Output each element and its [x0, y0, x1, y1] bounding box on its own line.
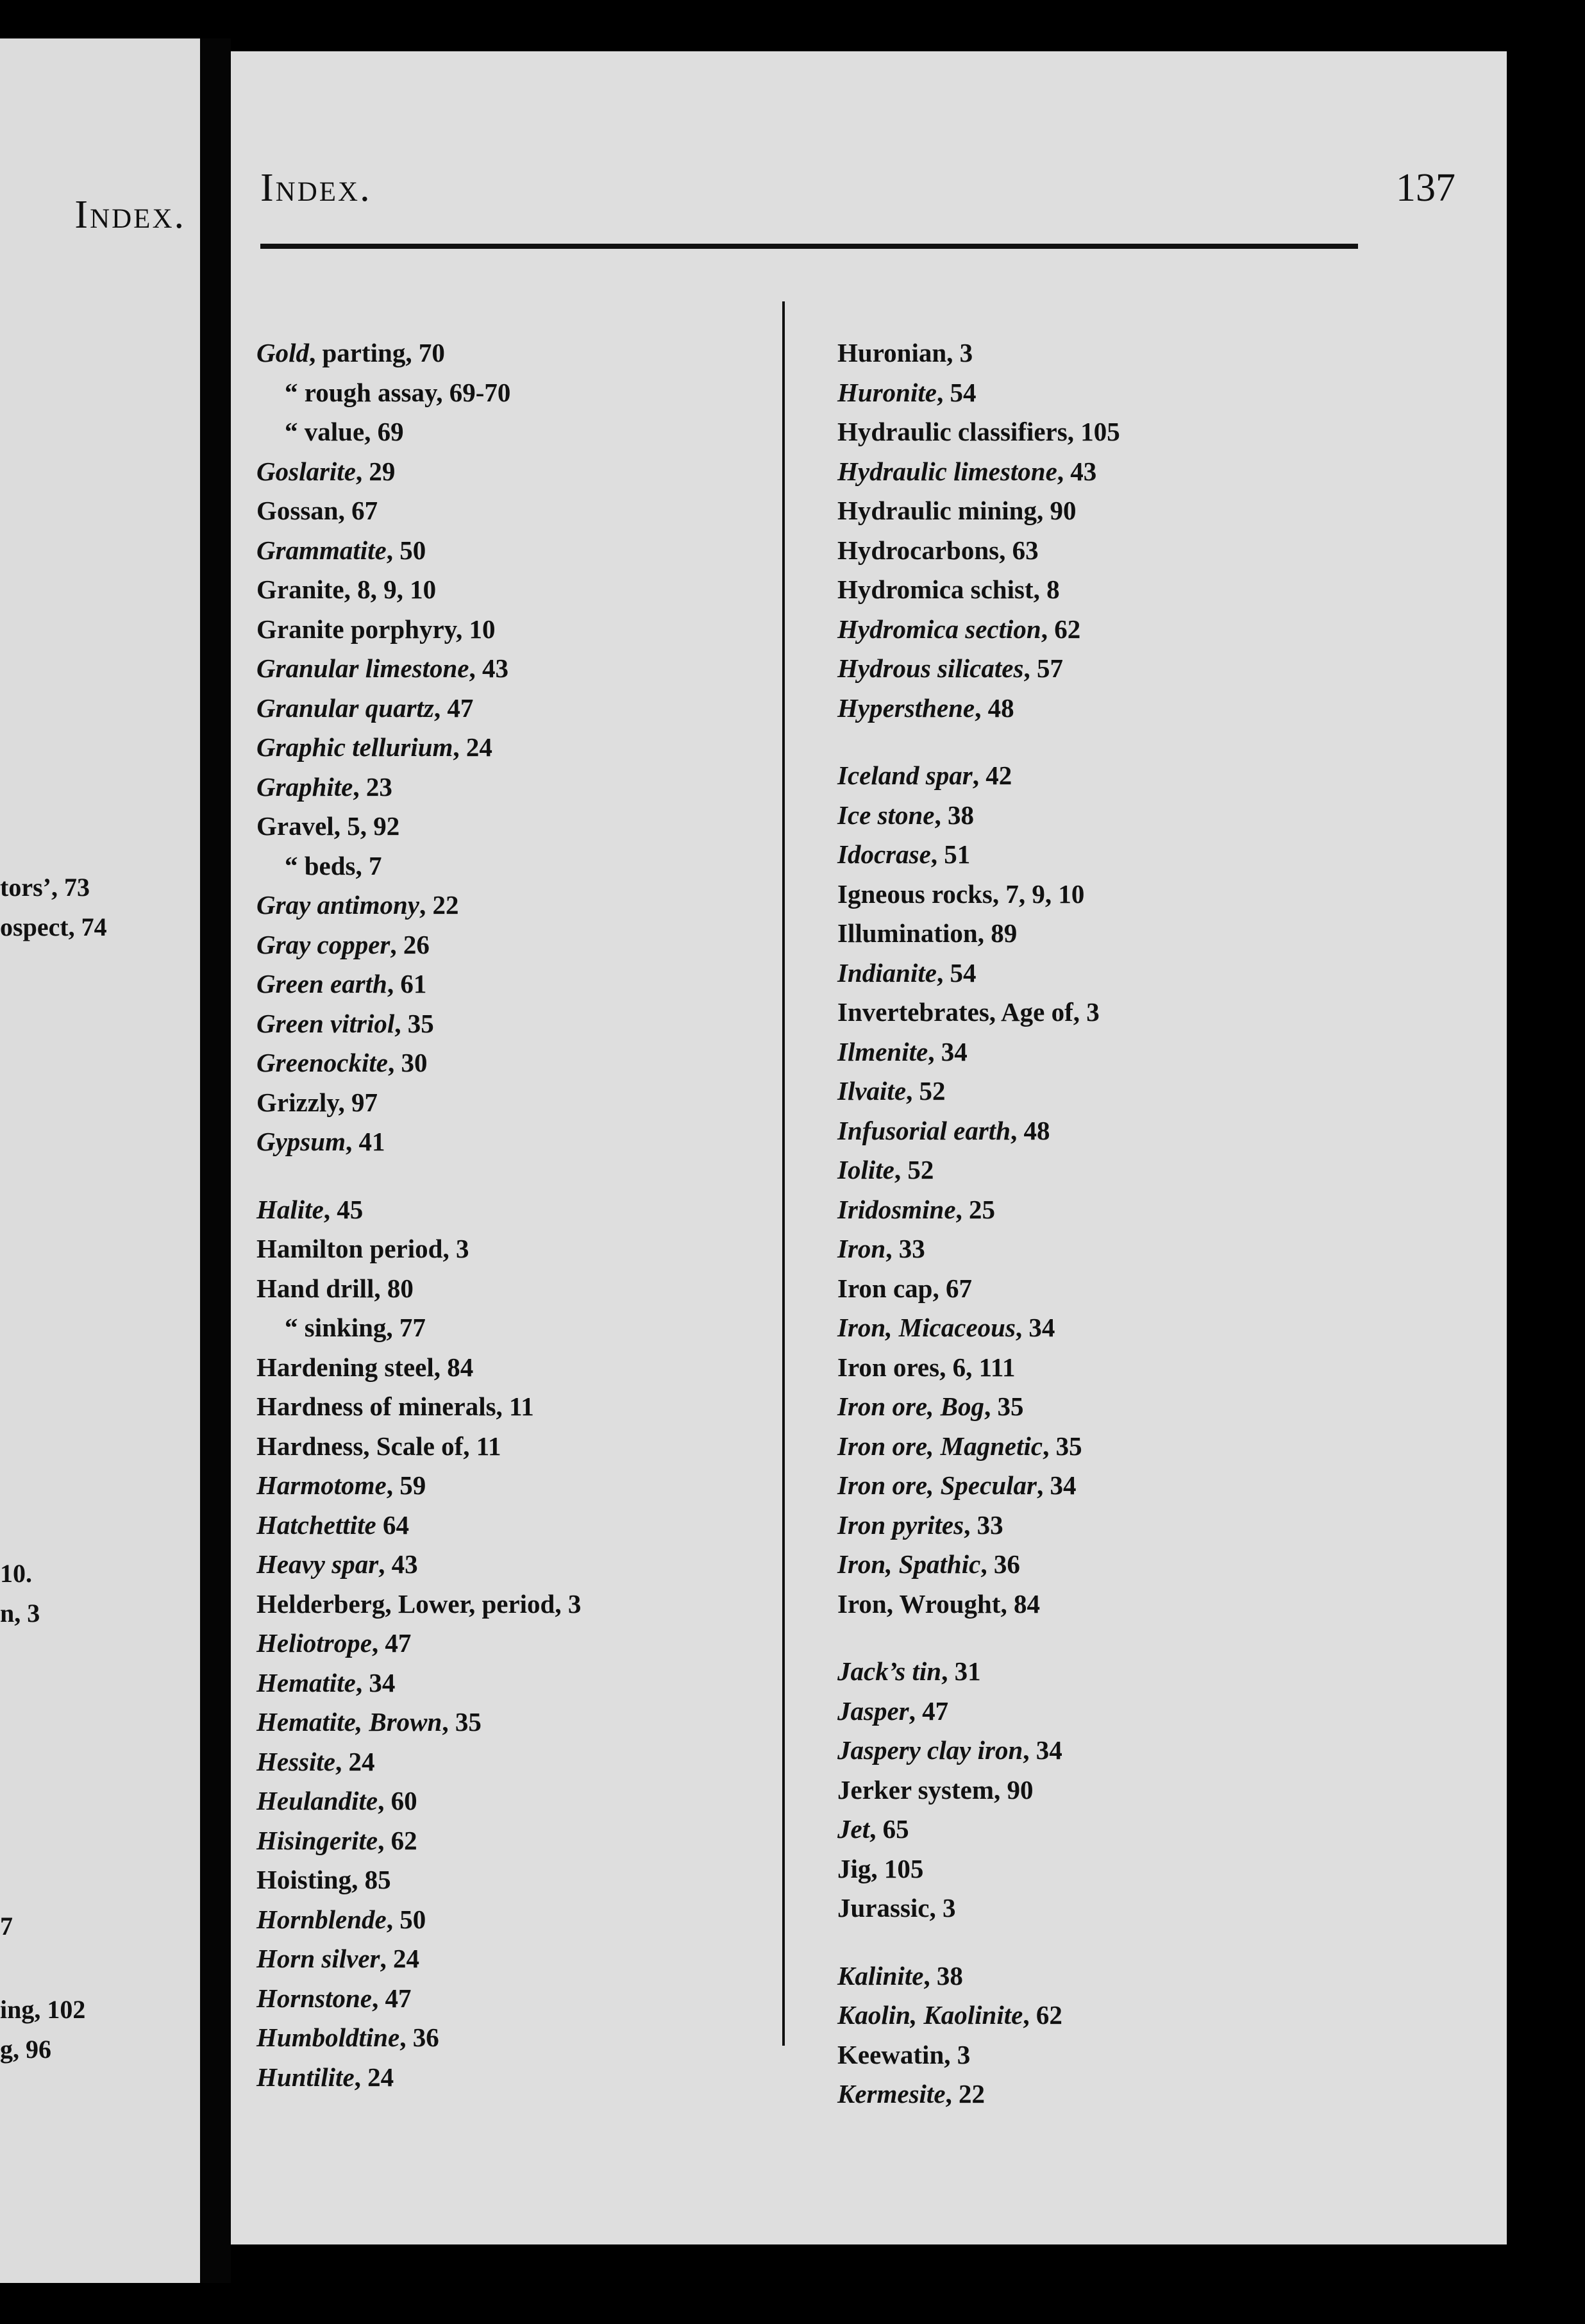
index-term: Horn silver — [256, 1944, 380, 1973]
index-pages: , 47 — [371, 1628, 412, 1658]
index-entry — [256, 768, 581, 807]
index-entry — [837, 1849, 1120, 1889]
index-entry — [837, 796, 1120, 836]
index-term: Heulandite — [256, 1786, 378, 1815]
index-pages: , 30 — [387, 1048, 428, 1077]
index-pages: , 59 — [386, 1470, 426, 1500]
right-page — [231, 51, 1507, 2244]
index-term: Iron ore, Bog — [837, 1392, 984, 1421]
index-pages: , 42 — [972, 761, 1012, 790]
index-term: Granite — [256, 575, 344, 604]
index-pages: , 43 — [378, 1549, 418, 1579]
index-entry — [256, 1979, 581, 2019]
index-term: Illumination — [837, 918, 978, 948]
left-fragment: n, 3 — [0, 1599, 40, 1628]
section-gap — [256, 1162, 581, 1190]
index-term: Hand drill — [256, 1273, 374, 1303]
index-term: Grizzly — [256, 1087, 339, 1117]
index-entry — [837, 1308, 1120, 1348]
index-column-right — [837, 333, 1120, 2114]
index-entry — [256, 1821, 581, 1861]
index-term: Grammatite — [256, 535, 387, 565]
index-term: Kermesite — [837, 2079, 946, 2109]
index-pages: , 31 — [941, 1656, 981, 1686]
index-entry — [837, 610, 1120, 650]
index-pages: , 8, 9, 10 — [344, 575, 437, 604]
index-pages: , 90 — [994, 1774, 1034, 1805]
index-pages: , 65 — [869, 1814, 909, 1844]
index-term: Ilmenite — [837, 1036, 928, 1066]
index-term: Hydromica schist — [837, 575, 1034, 604]
index-pages: , 43 — [1057, 456, 1097, 486]
index-term: Jig — [837, 1853, 871, 1883]
index-term: Hydrocarbons — [837, 535, 1000, 565]
index-pages: , 62 — [378, 1825, 417, 1855]
index-entry — [837, 1692, 1120, 1731]
index-pages: , 3 — [442, 1234, 469, 1263]
index-pages: , 3 — [929, 1893, 956, 1923]
index-pages: , 34 — [1036, 1470, 1077, 1500]
index-pages: , 50 — [386, 535, 426, 565]
index-pages: , 61 — [387, 969, 427, 998]
index-pages: , 38 — [934, 800, 974, 830]
index-term: Iron, Spathic — [837, 1549, 981, 1579]
index-entry — [256, 1308, 581, 1348]
left-fragment: ospect, 74 — [0, 913, 107, 941]
index-pages: rough assay, 69-70 — [298, 377, 511, 407]
index-term: Graphic tellurium — [256, 732, 453, 762]
index-term: Jasper — [837, 1696, 909, 1726]
index-pages: beds, 7 — [298, 850, 382, 880]
index-pages: , 3 — [944, 2039, 971, 2069]
index-term: Huntilite — [256, 2062, 355, 2092]
index-pages: , 3 — [555, 1588, 582, 1619]
index-entry — [256, 1860, 581, 1900]
index-entry — [256, 1122, 581, 1162]
index-term: Gray copper — [256, 929, 390, 959]
index-entry — [837, 1229, 1120, 1269]
index-pages: , 34 — [1023, 1735, 1062, 1765]
ditto-mark: “ — [285, 417, 298, 446]
index-entry — [837, 1150, 1120, 1190]
index-pages: , 43 — [469, 653, 508, 683]
index-entry — [256, 964, 581, 1004]
index-pages: , 6, 111 — [939, 1352, 1016, 1382]
index-term: Hydraulic limestone — [837, 456, 1057, 486]
index-pages: , 50 — [386, 1904, 426, 1934]
index-pages: , 24 — [453, 732, 492, 762]
column-divider — [782, 301, 785, 2046]
index-term: Hydrous silicates — [837, 653, 1024, 683]
index-pages: , 54 — [936, 377, 977, 407]
index-term: Iceland spar — [837, 761, 973, 790]
index-entry — [256, 1585, 581, 1624]
index-pages: , 97 — [338, 1087, 378, 1117]
index-term: Hydraulic mining — [837, 496, 1037, 525]
index-pages: , 36 — [399, 2023, 439, 2052]
index-entry — [837, 1652, 1120, 1692]
index-entry — [837, 1032, 1120, 1072]
index-term: Helderberg, Lower, period — [256, 1588, 555, 1619]
index-pages: , 62 — [1041, 614, 1081, 644]
page-header: Index. — [260, 166, 372, 210]
index-entry — [837, 1731, 1120, 1771]
index-entry — [837, 1387, 1120, 1427]
index-entry — [837, 1771, 1120, 1810]
index-term: Huronian — [837, 338, 947, 367]
index-term: Huronite — [837, 377, 937, 407]
index-entry — [837, 491, 1120, 531]
index-entry — [837, 1545, 1120, 1585]
left-fragment: g, 96 — [0, 2035, 51, 2064]
index-term: Hydromica section — [837, 614, 1041, 644]
index-term: Hardening steel — [256, 1352, 434, 1382]
index-term: Hydraulic classifiers — [837, 417, 1068, 446]
index-entry — [256, 925, 581, 965]
left-page — [0, 38, 200, 2283]
left-fragment: ing, 102 — [0, 1995, 86, 2024]
index-entry — [837, 1427, 1120, 1467]
index-pages: , 52 — [906, 1076, 946, 1106]
index-pages: , 38 — [923, 1960, 963, 1991]
index-pages: , 63 — [999, 535, 1039, 565]
left-fragment: 7 — [0, 1912, 13, 1941]
index-entry — [837, 1506, 1120, 1545]
index-entry — [837, 835, 1120, 875]
index-entry — [256, 1004, 581, 1044]
index-term: Green earth — [256, 969, 387, 998]
index-pages: , 25 — [955, 1194, 996, 1224]
index-term: Gossan — [256, 496, 339, 525]
index-entry — [256, 531, 581, 571]
index-term: Gray antimony — [256, 890, 419, 920]
index-pages: , 24 — [354, 2062, 394, 2092]
index-entry — [256, 728, 581, 768]
index-pages: , 45 — [323, 1194, 364, 1224]
index-pages: , 29 — [355, 456, 396, 486]
index-entry — [837, 1585, 1120, 1624]
index-term: Jurassic — [837, 1893, 930, 1923]
index-entry — [837, 2075, 1120, 2114]
left-fragment: 10. — [0, 1559, 32, 1588]
index-term: Hardness of minerals — [256, 1392, 496, 1421]
index-term: Granular limestone — [256, 653, 469, 683]
index-entry — [837, 1111, 1120, 1151]
index-pages: , 67 — [338, 496, 378, 525]
index-entry — [837, 1810, 1120, 1849]
index-entry — [256, 1624, 581, 1663]
index-entry — [256, 2058, 581, 2098]
index-term: Granular quartz — [256, 693, 434, 723]
index-pages: , 60 — [378, 1786, 417, 1815]
index-pages: , 47 — [433, 693, 474, 723]
left-fragment: tors’, 73 — [0, 873, 90, 902]
index-entry — [837, 689, 1120, 728]
index-pages: , 47 — [372, 1983, 412, 2013]
index-entry — [256, 1781, 581, 1821]
index-term: Hornblende — [256, 1904, 387, 1934]
index-term: Graphite — [256, 771, 353, 802]
index-pages: , 35 — [394, 1008, 434, 1038]
index-term: Iridosmine — [837, 1194, 956, 1224]
index-term: Hatchettite — [256, 1510, 376, 1540]
index-pages: , 7, 9, 10 — [992, 879, 1085, 909]
index-entry — [256, 610, 581, 650]
index-pages: , 84 — [1000, 1588, 1040, 1619]
left-page-header: Index. — [74, 193, 186, 237]
index-entry — [256, 1703, 581, 1742]
index-pages: , 8 — [1033, 575, 1060, 604]
index-pages: , 24 — [335, 1746, 375, 1776]
index-pages: , 35 — [442, 1707, 482, 1737]
index-entry — [837, 1072, 1120, 1111]
index-entry — [256, 1387, 581, 1427]
index-term: Hypersthene — [837, 693, 975, 723]
index-pages: , 11 — [496, 1392, 534, 1421]
index-entry — [256, 1190, 581, 1230]
index-term: Green vitriol — [256, 1008, 395, 1038]
index-term: Iron ore, Magnetic — [837, 1431, 1043, 1461]
index-pages: , 85 — [351, 1865, 391, 1894]
index-pages: , 57 — [1023, 653, 1063, 683]
index-term: Harmotome — [256, 1470, 387, 1500]
index-term: Jack’s tin — [837, 1656, 942, 1686]
index-entry — [256, 1466, 581, 1506]
index-entry — [256, 1742, 581, 1782]
index-term: Halite — [256, 1194, 324, 1224]
index-entry — [837, 1190, 1120, 1230]
index-term: Humboldtine — [256, 2023, 400, 2052]
index-term: Granite porphyry — [256, 614, 456, 644]
index-entry — [256, 1348, 581, 1388]
index-term: Gravel — [256, 811, 334, 841]
index-term: Heavy spar — [256, 1549, 379, 1579]
index-entry — [256, 1427, 581, 1467]
index-term: Heliotrope — [256, 1628, 372, 1658]
index-entry — [256, 689, 581, 728]
index-term: Invertebrates, Age of — [837, 997, 1073, 1027]
index-term: Infusorial earth — [837, 1115, 1011, 1145]
index-term: Iron pyrites — [837, 1510, 964, 1540]
section-gap — [837, 1624, 1120, 1652]
index-term: Hamilton period — [256, 1234, 443, 1263]
index-pages: , 41 — [345, 1127, 385, 1156]
index-pages: , 23 — [353, 771, 392, 802]
index-entry — [837, 333, 1120, 373]
index-entry — [837, 954, 1120, 993]
index-pages: , 47 — [909, 1696, 949, 1726]
index-pages: , 89 — [977, 918, 1018, 948]
index-term: Gypsum — [256, 1127, 346, 1156]
index-entry — [256, 570, 581, 610]
index-entry — [256, 333, 581, 373]
index-pages: , 54 — [936, 957, 977, 988]
index-entry — [256, 1939, 581, 1979]
index-entry — [256, 2018, 581, 2058]
index-term: Kalinite — [837, 1960, 924, 1991]
index-entry — [837, 1348, 1120, 1388]
index-entry — [837, 1957, 1120, 1996]
index-term: Hessite — [256, 1746, 335, 1776]
index-term: Igneous rocks — [837, 879, 993, 909]
index-entry — [256, 1506, 581, 1545]
index-pages: , 26 — [390, 929, 430, 959]
section-gap — [837, 728, 1120, 756]
index-entry — [837, 993, 1120, 1032]
index-term: Kaolin, Kaolinite — [837, 2000, 1023, 2030]
index-term: Hematite, Brown — [256, 1707, 442, 1737]
index-term: Iolite — [837, 1155, 894, 1184]
index-term: Iron, Wrought — [837, 1588, 1001, 1619]
index-pages: , 22 — [419, 890, 459, 920]
index-entry — [837, 1996, 1120, 2035]
index-entry — [256, 491, 581, 531]
index-term: Iron, Micaceous — [837, 1313, 1016, 1342]
index-pages: , parting, 70 — [309, 338, 445, 367]
index-entry — [837, 756, 1120, 796]
index-pages: , 24 — [380, 1944, 419, 1973]
index-pages: , 36 — [980, 1549, 1020, 1579]
index-entry — [837, 649, 1120, 689]
index-term: Hematite — [256, 1667, 356, 1697]
index-pages: , 52 — [894, 1155, 934, 1184]
index-pages: , 5, 92 — [333, 811, 400, 841]
index-entry — [256, 1900, 581, 1940]
index-pages: , 48 — [975, 693, 1014, 723]
section-gap — [837, 1928, 1120, 1957]
index-pages: , 80 — [374, 1273, 414, 1303]
index-pages: value, 69 — [298, 417, 404, 446]
index-entry — [256, 1545, 581, 1585]
index-entry — [837, 452, 1120, 492]
index-term: Goslarite — [256, 456, 356, 486]
index-pages: , 105 — [871, 1853, 924, 1883]
index-column-left — [256, 333, 581, 2097]
index-pages: , 10 — [455, 614, 496, 644]
index-term: Jerker system — [837, 1774, 994, 1805]
index-entry — [837, 412, 1120, 452]
index-term: Iron — [837, 1234, 886, 1263]
index-pages: , 11 — [463, 1431, 501, 1461]
index-entry — [256, 1043, 581, 1083]
index-term: Keewatin — [837, 2039, 944, 2069]
ditto-mark: “ — [285, 1313, 298, 1342]
index-entry — [256, 807, 581, 846]
index-term: Hardness, Scale of — [256, 1431, 464, 1461]
index-term: Iron ores — [837, 1352, 940, 1382]
index-entry — [256, 649, 581, 689]
index-term: Jaspery clay iron — [837, 1735, 1023, 1765]
index-pages: , 35 — [1043, 1431, 1082, 1461]
index-pages: , 51 — [930, 839, 971, 869]
index-pages: sinking, 77 — [298, 1313, 426, 1342]
index-term: Idocrase — [837, 839, 931, 869]
index-pages: , 105 — [1067, 417, 1120, 446]
index-entry — [837, 2035, 1120, 2075]
index-term: Iron ore, Specular — [837, 1470, 1037, 1500]
index-pages: , 33 — [885, 1234, 925, 1263]
index-pages: , 34 — [928, 1036, 968, 1066]
index-term: Ilvaite — [837, 1076, 907, 1106]
index-entry — [837, 914, 1120, 954]
index-pages: , 35 — [984, 1392, 1024, 1421]
index-pages: , 62 — [1023, 2000, 1062, 2030]
page-number: 137 — [1396, 166, 1455, 210]
index-entry — [256, 1229, 581, 1269]
index-term: Hornstone — [256, 1983, 372, 2013]
index-entry — [256, 1663, 581, 1703]
index-term: Indianite — [837, 957, 937, 988]
index-entry — [837, 875, 1120, 914]
index-term: Hoisting — [256, 1865, 352, 1894]
index-pages: , 3 — [946, 338, 973, 367]
index-entry — [256, 1083, 581, 1123]
index-entry — [256, 452, 581, 492]
index-entry — [256, 373, 581, 413]
index-term: Greenockite — [256, 1048, 388, 1077]
index-pages: , 33 — [964, 1510, 1003, 1540]
index-entry — [256, 886, 581, 925]
index-pages: , 48 — [1011, 1115, 1050, 1145]
index-term: Hisingerite — [256, 1825, 378, 1855]
ditto-mark: “ — [285, 377, 298, 407]
ditto-mark: “ — [285, 850, 298, 880]
index-term: Iron cap — [837, 1273, 933, 1303]
index-entry — [837, 1269, 1120, 1309]
index-pages: , 84 — [433, 1352, 474, 1382]
index-entry — [256, 846, 581, 886]
index-entry — [837, 373, 1120, 413]
index-pages: , 34 — [355, 1667, 396, 1697]
index-pages: , 22 — [945, 2079, 985, 2109]
index-pages: 64 — [376, 1510, 409, 1540]
index-entry — [837, 570, 1120, 610]
index-entry — [837, 531, 1120, 571]
index-pages: , 67 — [932, 1273, 972, 1303]
index-entry — [256, 1269, 581, 1309]
index-term: Gold — [256, 338, 309, 367]
book-gutter — [200, 38, 231, 2283]
index-entry — [837, 1889, 1120, 1928]
index-pages: , 3 — [1073, 997, 1100, 1027]
index-pages: , 90 — [1036, 496, 1077, 525]
header-rule — [260, 244, 1358, 249]
index-term: Ice stone — [837, 800, 935, 830]
index-entry — [256, 412, 581, 452]
index-term: Jet — [837, 1814, 870, 1844]
index-entry — [837, 1466, 1120, 1506]
index-pages: , 34 — [1015, 1313, 1055, 1342]
